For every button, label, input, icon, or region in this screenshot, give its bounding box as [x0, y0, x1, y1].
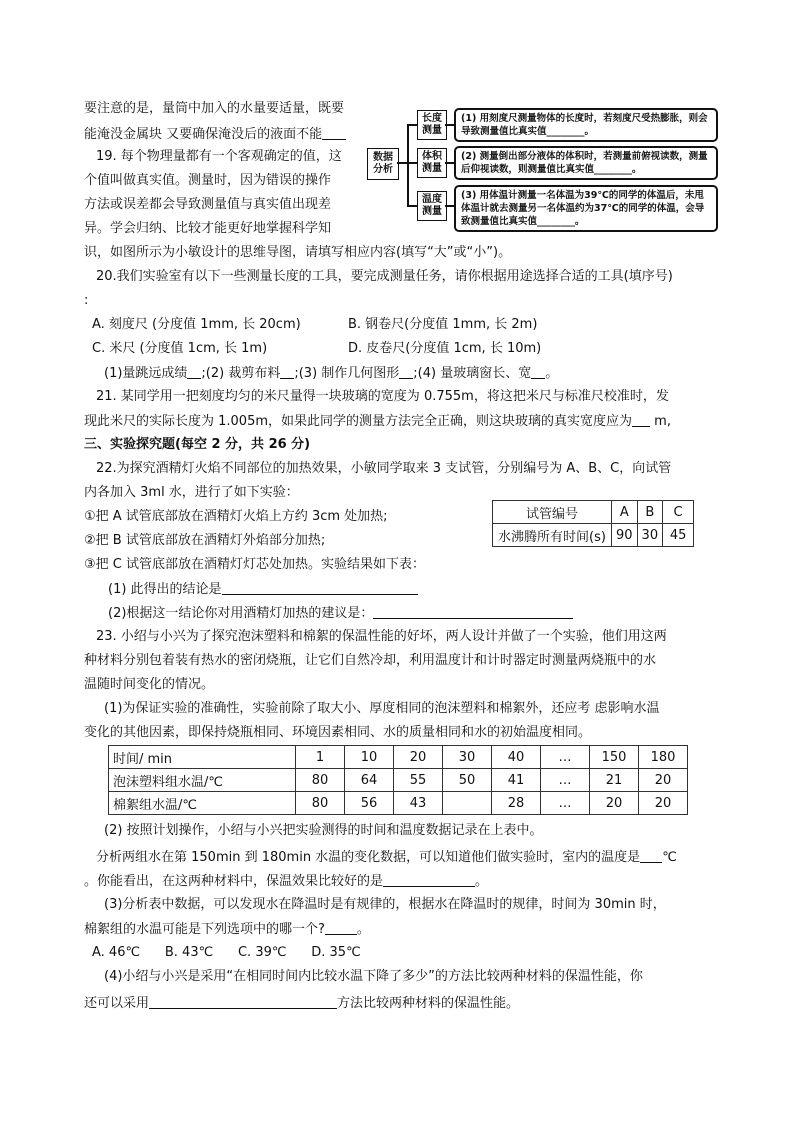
connector-line — [397, 162, 407, 164]
option-c: C. 米尺 (分度值 1cm, 长 1m) — [92, 341, 268, 356]
table-row — [109, 769, 688, 792]
text-line: (2) 按照计划操作，小绍与小兴把实验测得的时间和温度数据记录在上表中。 — [104, 823, 543, 838]
question-19: 19. 每个物理量都有一个客观确定的值，这 — [96, 149, 342, 164]
connector-line — [407, 124, 417, 126]
question-20: 20.我们实验室有以下一些测量长度的工具，要完成测量任务，请你根据用途选择合适的工具(填序号) — [96, 269, 673, 284]
table-cell: C — [663, 501, 694, 524]
table-cell: 43 — [394, 792, 443, 815]
table-cell: … — [541, 792, 590, 815]
question-21: 21. 某同学用一把刻度均匀的米尺量得一块玻璃的宽度为 0.755m，将这把米尺与标准尺校准时，发 — [96, 389, 669, 404]
answer-options: A. 46℃ B. 43℃ C. 39℃ D. 35℃ — [92, 945, 361, 960]
option-a: A. 刻度尺 (分度值 1mm, 长 20cm) — [92, 317, 301, 332]
text-line: 内各加入 3ml 水，进行了如下实验： — [84, 485, 299, 500]
table-cell: 30 — [443, 746, 492, 769]
question-20-blanks: (1)量跳远成绩 ;(2) 裁剪布料 ;(3) 制作几何图形 ;(4) 量玻璃窗长、宽 。 — [104, 366, 559, 381]
table-cell: 80 — [296, 792, 345, 815]
text-line: 现此米尺的实际长度为 1.005m，如果此同学的测量方法完全正确，则这块玻璃的真实宽度应为 m, — [84, 414, 671, 429]
text-line: 能淹没金属块 又要确保淹没后的液面不能 — [84, 125, 346, 144]
table-cell: 30 — [637, 524, 663, 547]
mindmap-category-temperature: 温度 测量 — [417, 191, 447, 221]
table-cell: B — [637, 501, 663, 524]
text-line: 还可以采用 方法比较两种材料的保温性能。 — [84, 996, 520, 1011]
mindmap-category-length: 长度 测量 — [417, 110, 447, 140]
option-b: B. 钢卷尺(分度值 1mm, 长 2m) — [348, 317, 538, 332]
table-cell: 64 — [345, 769, 394, 792]
text-line: : — [84, 293, 89, 308]
text-line: ③把 C 试管底部放在酒精灯灯芯处加热。实验结果如下表： — [84, 557, 425, 572]
table-cell: 45 — [663, 524, 694, 547]
table-cell: 40 — [492, 746, 541, 769]
text-line: ②把 B 试管底部放在酒精灯外焰部分加热; — [84, 533, 326, 548]
table-cell: 28 — [492, 792, 541, 815]
table-cell: 1 — [296, 746, 345, 769]
text-line: 要注意的是，量筒中加入的水量要适量，既要 — [84, 101, 345, 116]
table-cell: A — [612, 501, 638, 524]
text-line: ①把 A 试管底部放在酒精灯火焰上方约 3cm 处加热; — [84, 509, 388, 524]
mindmap-item-2: (2) 测量倒出部分液体的体积时，若测量前俯视读数，测量后仰视读数，则测量值比真实值________。 — [454, 146, 718, 180]
table-cell: 棉絮组水温/℃ — [109, 792, 296, 815]
question-22-part-1: (1) 此得出的结论是 — [108, 580, 418, 599]
table-cell: … — [541, 746, 590, 769]
text-line: 温随时间变化的情况。 — [84, 677, 215, 692]
table-cell: 150 — [590, 746, 639, 769]
table-cell: 水沸腾所有时间(s) — [493, 524, 612, 547]
table-cell: 20 — [639, 769, 688, 792]
question-22-part-2: (2)根据这一结论你对用酒精灯加热的建议是： — [108, 604, 573, 623]
connector-line — [407, 205, 417, 207]
table-row — [109, 792, 688, 815]
table-cell: 21 — [590, 769, 639, 792]
table-22 — [492, 500, 694, 547]
table-row — [493, 524, 694, 547]
mindmap-item-3: (3) 用体温计测量一名体温为39℃的同学的体温后，未甩体温计就去测量另一名体温约为37℃的同学的体温，会导致测量值比真实值________。 — [454, 185, 718, 232]
text-line: (4)小绍与小兴是采用“在相同时间内比较水温下降了多少”的方法比较两种材料的保温性能，你 — [104, 969, 643, 984]
table-cell: 41 — [492, 769, 541, 792]
question-22: 22.为探究酒精灯火焰不同部位的加热效果，小敏同学取来 3 支试管，分别编号为 A、B、C，向试管 — [96, 461, 672, 476]
table-header-row — [493, 501, 694, 524]
table-cell: 20 — [394, 746, 443, 769]
table-cell: 80 — [296, 769, 345, 792]
text-line: (3)分析表中数据，可以发现水在降温时是有规律的，根据水在降温时的规律，时间为 30min 时， — [104, 897, 666, 912]
connector-line — [407, 124, 409, 206]
section-heading: 三、实验探究题(每空 2 分，共 26 分) — [84, 437, 311, 452]
text-line: 识，如图所示为小敏设计的思维导图，请填写相应内容(填写“大”或“小”)。 — [84, 245, 512, 260]
table-cell: 55 — [394, 769, 443, 792]
table-cell: 20 — [639, 792, 688, 815]
table-cell: 180 — [639, 746, 688, 769]
connector-line — [407, 162, 417, 164]
text-line: 异。学会归纳、比较才能更好地掌握科学知 — [84, 221, 332, 236]
table-23 — [108, 745, 688, 815]
table-cell: 试管编号 — [493, 501, 612, 524]
table-cell: 时间/ min — [109, 746, 296, 769]
connector-line — [445, 124, 454, 126]
table-cell — [443, 792, 492, 815]
connector-line — [445, 162, 454, 164]
text-line: 方法或误差都会导致测量值与真实值出现差 — [84, 197, 332, 212]
table-cell: 50 — [443, 769, 492, 792]
question-23: 23. 小绍与小兴为了探究泡沫塑料和棉絮的保温性能的好坏，两人设计并做了一个实验，他们用这两 — [96, 629, 667, 644]
table-cell: 泡沫塑料组水温/℃ — [109, 769, 296, 792]
text-line: 分析两组水在第 150min 到 180min 水温的变化数据，可以知道他们做实验时，室内的温度是 ℃ — [96, 850, 677, 865]
connector-line — [445, 205, 454, 207]
text-line: 棉絮组的水温可能是下列选项中的哪一个? 。 — [84, 922, 370, 937]
text-line: 个值叫做真实值。测量时，因为错误的操作 — [84, 173, 332, 188]
option-d: D. 皮卷尺(分度值 1cm, 长 10m) — [348, 341, 542, 356]
text-line: 种材料分别包着装有热水的密闭烧瓶，让它们自然冷却，利用温度计和计时器定时测量两烧瓶中的水 — [84, 653, 657, 668]
table-cell: … — [541, 769, 590, 792]
table-cell: 20 — [590, 792, 639, 815]
text-line: (1)为保证实验的准确性，实验前除了取大小、厚度相同的泡沫塑料和棉絮外，还应考 虑影响水温 — [104, 701, 660, 716]
mindmap-category-volume: 体积 测量 — [417, 148, 447, 178]
text-line: 。你能看出，在这两种材料中，保温效果比较好的是 。 — [84, 874, 489, 889]
table-cell: 10 — [345, 746, 394, 769]
table-cell: 56 — [345, 792, 394, 815]
mindmap-item-1: (1) 用刻度尺测量物体的长度时，若刻度尺受热膨胀，则会导致测量值比真实值________。 — [454, 108, 718, 142]
table-cell: 90 — [612, 524, 638, 547]
text-line: 变化的其他因素，即保持烧瓶相同、环境因素相同、水的质量相同和水的初始温度相同。 — [84, 725, 592, 740]
mindmap-root: 数据 分析 — [367, 148, 399, 180]
table-header-row — [109, 746, 688, 769]
